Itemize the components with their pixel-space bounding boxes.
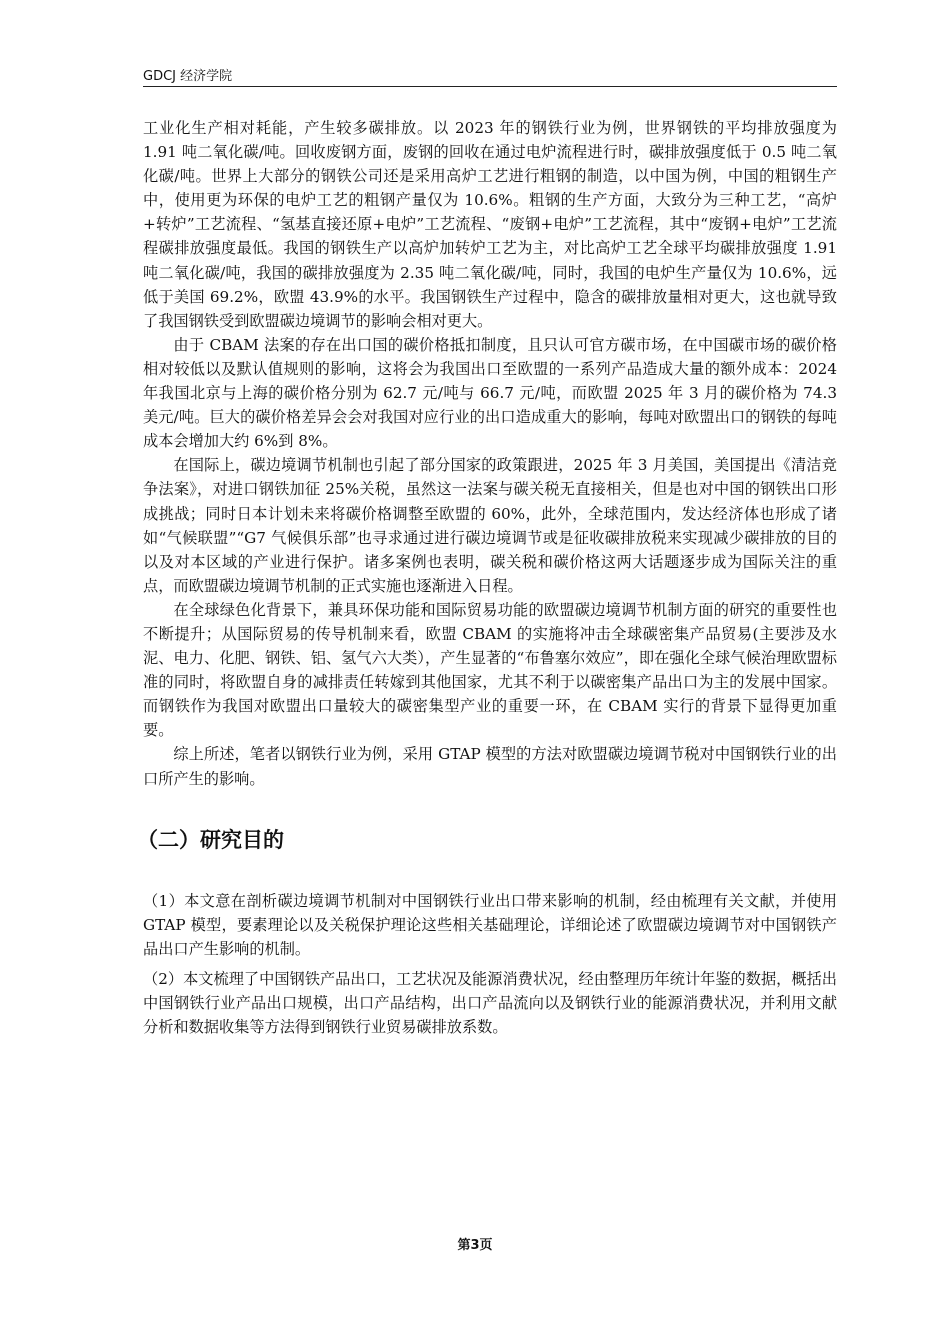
paragraph-1: 工业化生产相对耗能，产生较多碳排放。以 2023 年的钢铁行业为例，世界钢铁的平均排放强度为 1.91 吨二氧化碳/吨。回收废钢方面，废钢的回收在通过电炉流程进行时，碳排放强度低于 0.5 吨二氧化碳/吨。世界上大部分的钢铁公司还是采用高炉工艺进行粗钢的制造，以中国为例，中国的粗钢生产中，使用更为环保的电炉工艺的粗钢产量仅为 10.6%。粗钢的生产方面，大致分为三种工艺，“高炉+转炉”工艺流程、“氢基直接还原+电炉”工艺流程、“废钢+电炉”工艺流程，其中“废钢+电炉”工艺流程碳排放强度最低。我国的钢铁生产以高炉加转炉工艺为主，对比高炉工艺全球平均碳排放强度 1.91 吨二氧化碳/吨，我国的碳排放强度为 2.35 吨二氧化碳/吨，同时，我国的电炉生产量仅为 10.6%，远低于美国 69.2%，欧盟 43.9%的水平。我国钢铁生产过程中，隐含的碳排放量相对更大，这也就导致了我国钢铁受到欧盟碳边境调节的影响会相对更大。 — [143, 119, 837, 330]
body-text — [137, 116, 837, 1045]
section-heading: （二）研究目的 — [137, 827, 284, 852]
objectives-list — [143, 889, 837, 1040]
page-number: 第3页 — [457, 1238, 493, 1253]
list-item-1: （1）本文意在剖析碳边境调节机制对中国钢铁行业出口带来影响的机制，经由梳理有关文献，并使用 GTAP 模型，要素理论以及关税保护理论这些相关基础理论，详细论述了欧盟碳边境调节对中国钢铁产品出口产生影响的机制。 — [143, 891, 837, 958]
paragraph-3: 在国际上，碳边境调节机制也引起了部分国家的政策跟进，2025 年 3 月美国，美国提出《清洁竞争法案》，对进口钢铁加征 25%关税，虽然这一法案与碳关税无直接相关，但是也对中国的钢铁出口形成挑战；同时日本计划未来将碳价格调整至欧盟的 60%，此外，全球范围内，发达经济体也形成了诸如“气候联盟”“G7 气候俱乐部”也寻求通过进行碳边境调节或是征收碳排放税来实现减少碳排放的目的以及对本区域的产业进行保护。诸多案例也表明，碳关税和碳价格这两大话题逐步成为国际关注的重点，而欧盟碳边境调节机制的正式实施也逐渐进入日程。 — [143, 456, 837, 595]
paragraph-5: 综上所述，笔者以钢铁行业为例，采用 GTAP 模型的方法对欧盟碳边境调节税对中国钢铁行业的出口所产生的影响。 — [143, 745, 837, 788]
header-title: GDCJ 经济学院 — [143, 69, 233, 84]
header-divider — [143, 86, 837, 87]
paragraph-4: 在全球绿色化背景下，兼具环保功能和国际贸易功能的欧盟碳边境调节机制方面的研究的重要性也不断提升；从国际贸易的传导机制来看，欧盟 CBAM 的实施将冲击全球碳密集产品贸易(主要涉及水泥、电力、化肥、钢铁、铝、氢气六大类），产生显著的“布鲁塞尔效应”，即在强化全球气候治理欧盟标准的同时，将欧盟自身的减排责任转嫁到其他国家，尤其不利于以碳密集产品出口为主的发展中国家。而钢铁作为我国对欧盟出口量较大的碳密集型产业的重要一环，在 CBAM 实行的背景下显得更加重要。 — [143, 600, 837, 740]
paragraph-2: 由于 CBAM 法案的存在出口国的碳价格抵扣制度，且只认可官方碳市场，在中国碳市场的碳价格相对较低以及默认值规则的影响，这将会为我国出口至欧盟的一系列产品造成大量的额外成本：2024 年我国北京与上海的碳价格分别为 62.7 元/吨与 66.7 元/吨，而欧盟 2025 年 3 月的碳价格为 74.3 美元/吨。巨大的碳价格差异会会对我国对应行业的出口造成重大的影响，每吨对欧盟出口的钢铁的每吨成本会增加大约 6%到 8%。 — [143, 335, 837, 451]
list-item-2: （2）本文梳理了中国钢铁产品出口，工艺状况及能源消费状况，经由整理历年统计年鉴的数据，概括出中国钢铁行业产品出口规模，出口产品结构，出口产品流向以及钢铁行业的能源消费状况，并利用文献分析和数据收集等方法得到钢铁行业贸易碳排放系数。 — [143, 969, 837, 1037]
